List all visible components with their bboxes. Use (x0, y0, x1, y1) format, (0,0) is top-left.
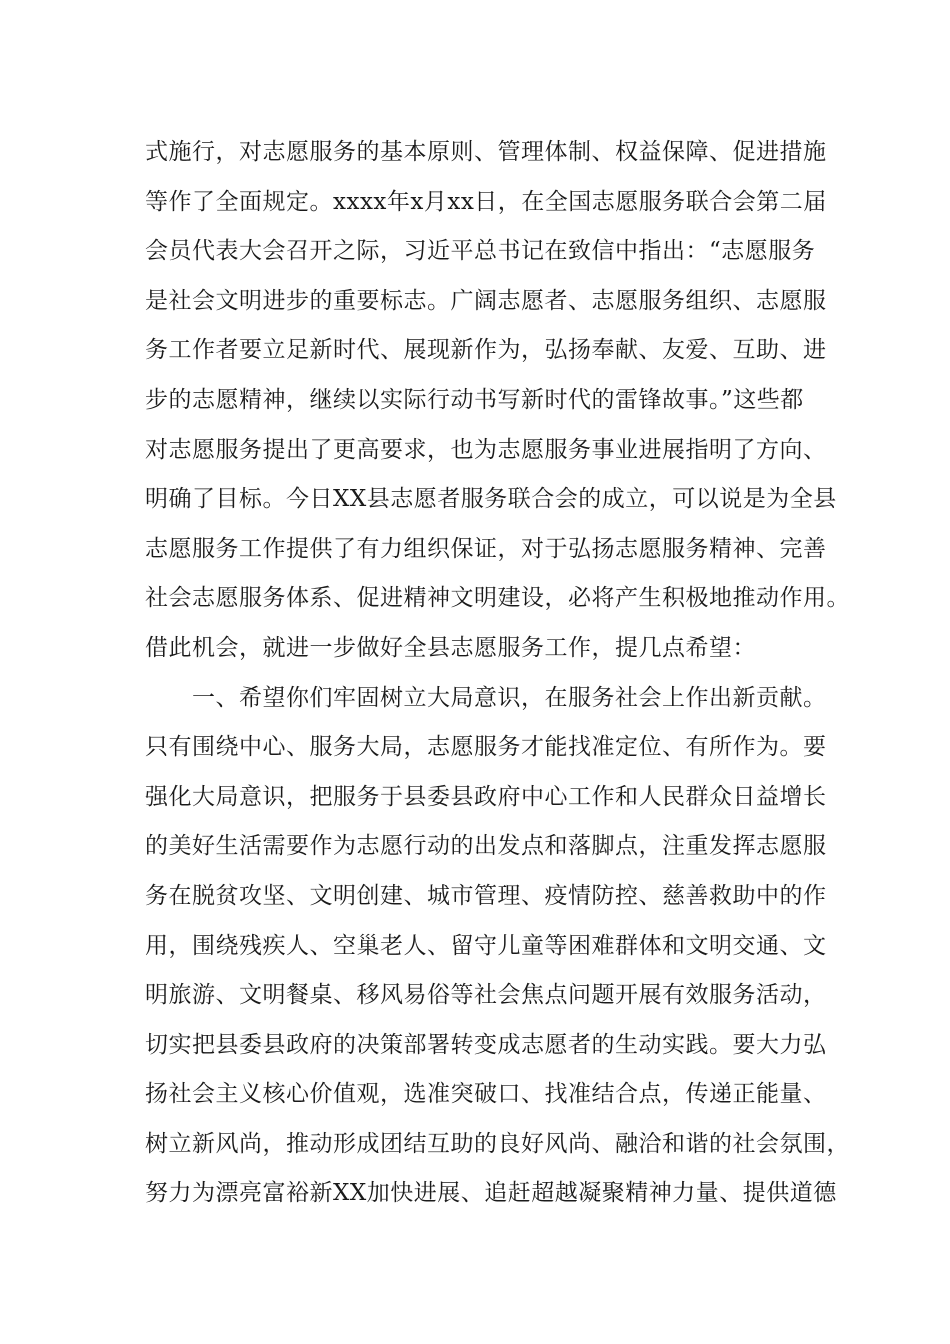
text-line: 明确了目标。今日XX县志愿者服务联合会的成立，可以说是为全县 (145, 486, 837, 513)
text-line: 借此机会，就进一步做好全县志愿服务工作，提几点希望： (145, 634, 756, 661)
text-line: 强化大局意识，把服务于县委县政府中心工作和人民群众日益增长 (145, 783, 827, 810)
text-line: 等作了全面规定。xxxx年x月xx日，在全国志愿服务联合会第二届 (145, 188, 827, 215)
text-line: 只有围绕中心、服务大局，志愿服务才能找准定位、有所作为。要 (145, 734, 827, 761)
text-line: 志愿服务工作提供了有力组织保证，对于弘扬志愿服务精神、完善 (145, 535, 827, 562)
text-line: 务工作者要立足新时代、展现新作为，弘扬奉献、友爱、互助、进 (145, 337, 827, 364)
text-line: 切实把县委县政府的决策部署转变成志愿者的生动实践。要大力弘 (145, 1031, 827, 1058)
text-line: 会员代表大会召开之际，习近平总书记在致信中指出：“志愿服务 (145, 238, 816, 265)
text-line: 明旅游、文明餐桌、移风易俗等社会焦点问题开展有效服务活动， (145, 982, 827, 1009)
text-line: 式施行，对志愿服务的基本原则、管理体制、权益保障、促进措施 (145, 139, 827, 165)
text-line: 用，围绕残疾人、空巢老人、留守儿童等困难群体和文明交通、文 (145, 932, 827, 959)
text-line: 务在脱贫攻坚、文明创建、城市管理、疫情防控、慈善救助中的作 (145, 882, 827, 909)
text-line: 扬社会主义核心价值观，选准突破口、找准结合点，传递正能量、 (145, 1081, 827, 1108)
text-line: 对志愿服务提出了更高要求，也为志愿服务事业进展指明了方向、 (145, 436, 827, 463)
text-line: 步的志愿精神，继续以实际行动书写新时代的雷锋故事。”这些都 (145, 386, 804, 413)
text-line: 社会志愿服务体系、促进精神文明建设，必将产生积极地推动作用。 (145, 585, 850, 612)
text-line: 的美好生活需要作为志愿行动的出发点和落脚点，注重发挥志愿服 (145, 833, 827, 860)
text-line: 树立新风尚，推动形成团结互助的良好风尚、融洽和谐的社会氛围， (145, 1130, 850, 1157)
body-text (145, 128, 850, 1219)
text-line: 努力为漂亮富裕新XX加快进展、追赶超越凝聚精神力量、提供道德 (145, 1180, 837, 1207)
text-line: 是社会文明进步的重要标志。广阔志愿者、志愿服务组织、志愿服 (145, 287, 827, 314)
section-heading-line: 一、希望你们牢固树立大局意识，在服务社会上作出新贡献。 (145, 684, 827, 711)
